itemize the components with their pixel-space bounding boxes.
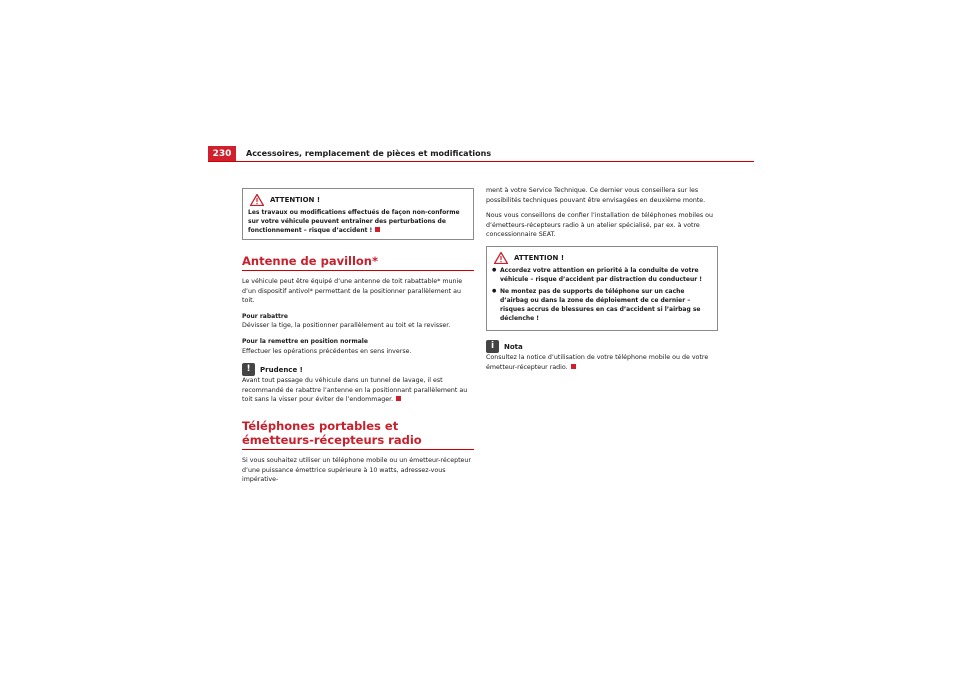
chapter-title: Accessoires, remplacement de pièces et modifications xyxy=(246,149,492,158)
warning-triangle-icon xyxy=(250,194,264,206)
section-divider xyxy=(242,270,474,271)
section-title-antenne: Antenne de pavillon* xyxy=(242,254,379,268)
note-icon: i xyxy=(486,340,499,353)
warning-box-modifications xyxy=(242,188,474,240)
end-mark-icon xyxy=(396,396,401,401)
nota-title: Nota xyxy=(504,342,523,351)
telephones-advice: Nous vous conseillons de confier l’installation de téléphones mobiles ou d’émetteurs-récepteurs radio à un atelier spécialisé, par ex. à votre concessionnaire SEAT. xyxy=(486,212,713,239)
right-column xyxy=(486,186,718,378)
prudence-text: Avant tout passage du véhicule dans un tunnel de lavage, il est recommandé de rabattre l’antenne en la positionnant parallèlement au toit sans la visser pour éviter de l’endommager. xyxy=(242,377,468,404)
section-title-telephones: Téléphones portables et émetteurs-récepteurs radio xyxy=(242,418,422,447)
section-divider xyxy=(242,449,474,450)
list-item: ● Accordez votre attention en priorité à la conduite de votre véhicule – risque d’accident par distraction du conducteur ! xyxy=(492,266,712,284)
prudence-title: Prudence ! xyxy=(260,366,303,375)
prudence-heading xyxy=(242,362,474,376)
list-item: ● Ne montez pas de supports de téléphone sur un cache d’airbag ou dans la zone de déploiement de ce dernier – risques accrus de blessures en cas d’accident si l’airbag se déclenche ! xyxy=(492,287,712,323)
warning-heading xyxy=(492,252,712,266)
warning-title: ATTENTION ! xyxy=(514,253,565,262)
warning-title: ATTENTION ! xyxy=(270,196,321,204)
end-mark-icon xyxy=(375,227,380,232)
antenne-intro: Le véhicule peut être équipé d’une antenne de toit rabattable* munie d’un dispositif antivol* permettant de la positionner parallèlement au toit. xyxy=(242,278,463,305)
warning-list xyxy=(492,266,712,323)
antenne-position-text: Effectuer les opérations précédentes en sens inverse. xyxy=(242,347,412,355)
left-column xyxy=(242,188,474,491)
warning-heading xyxy=(248,194,468,208)
page-number: 230 xyxy=(208,146,236,162)
warning-triangle-icon xyxy=(494,252,508,264)
warning-text: Les travaux ou modifications effectués de façon non-conforme sur votre véhicule peuvent entraîner des perturbations de fonctionnement – risque d’accident ! xyxy=(248,209,460,234)
warning-box-telephones xyxy=(486,246,718,331)
subheading-rabattre: Pour rabattre xyxy=(242,312,288,320)
subheading-position-normale: Pour la remettre en position normale xyxy=(242,337,368,345)
exclamation-icon: ! xyxy=(242,363,255,376)
telephones-text: Si vous souhaitez utiliser un téléphone mobile ou un émetteur-récepteur d’une puissance émettrice supérieure à 10 watts, adressez-vous impérative- xyxy=(242,456,471,484)
end-mark-icon xyxy=(571,364,576,369)
nota-text: Consultez la notice d’utilisation de votre téléphone mobile ou de votre émetteur-récepteur radio. xyxy=(486,353,709,371)
header-divider xyxy=(208,161,754,162)
nota-heading xyxy=(486,339,718,353)
telephones-continued: ment à votre Service Technique. Ce dernier vous conseillera sur les possibilités techniques pouvant être envisagées en deuxième monte. xyxy=(486,187,706,204)
antenne-rabattre-text: Dévisser la tige, la positionner parallèlement au toit et la revisser. xyxy=(242,322,451,330)
